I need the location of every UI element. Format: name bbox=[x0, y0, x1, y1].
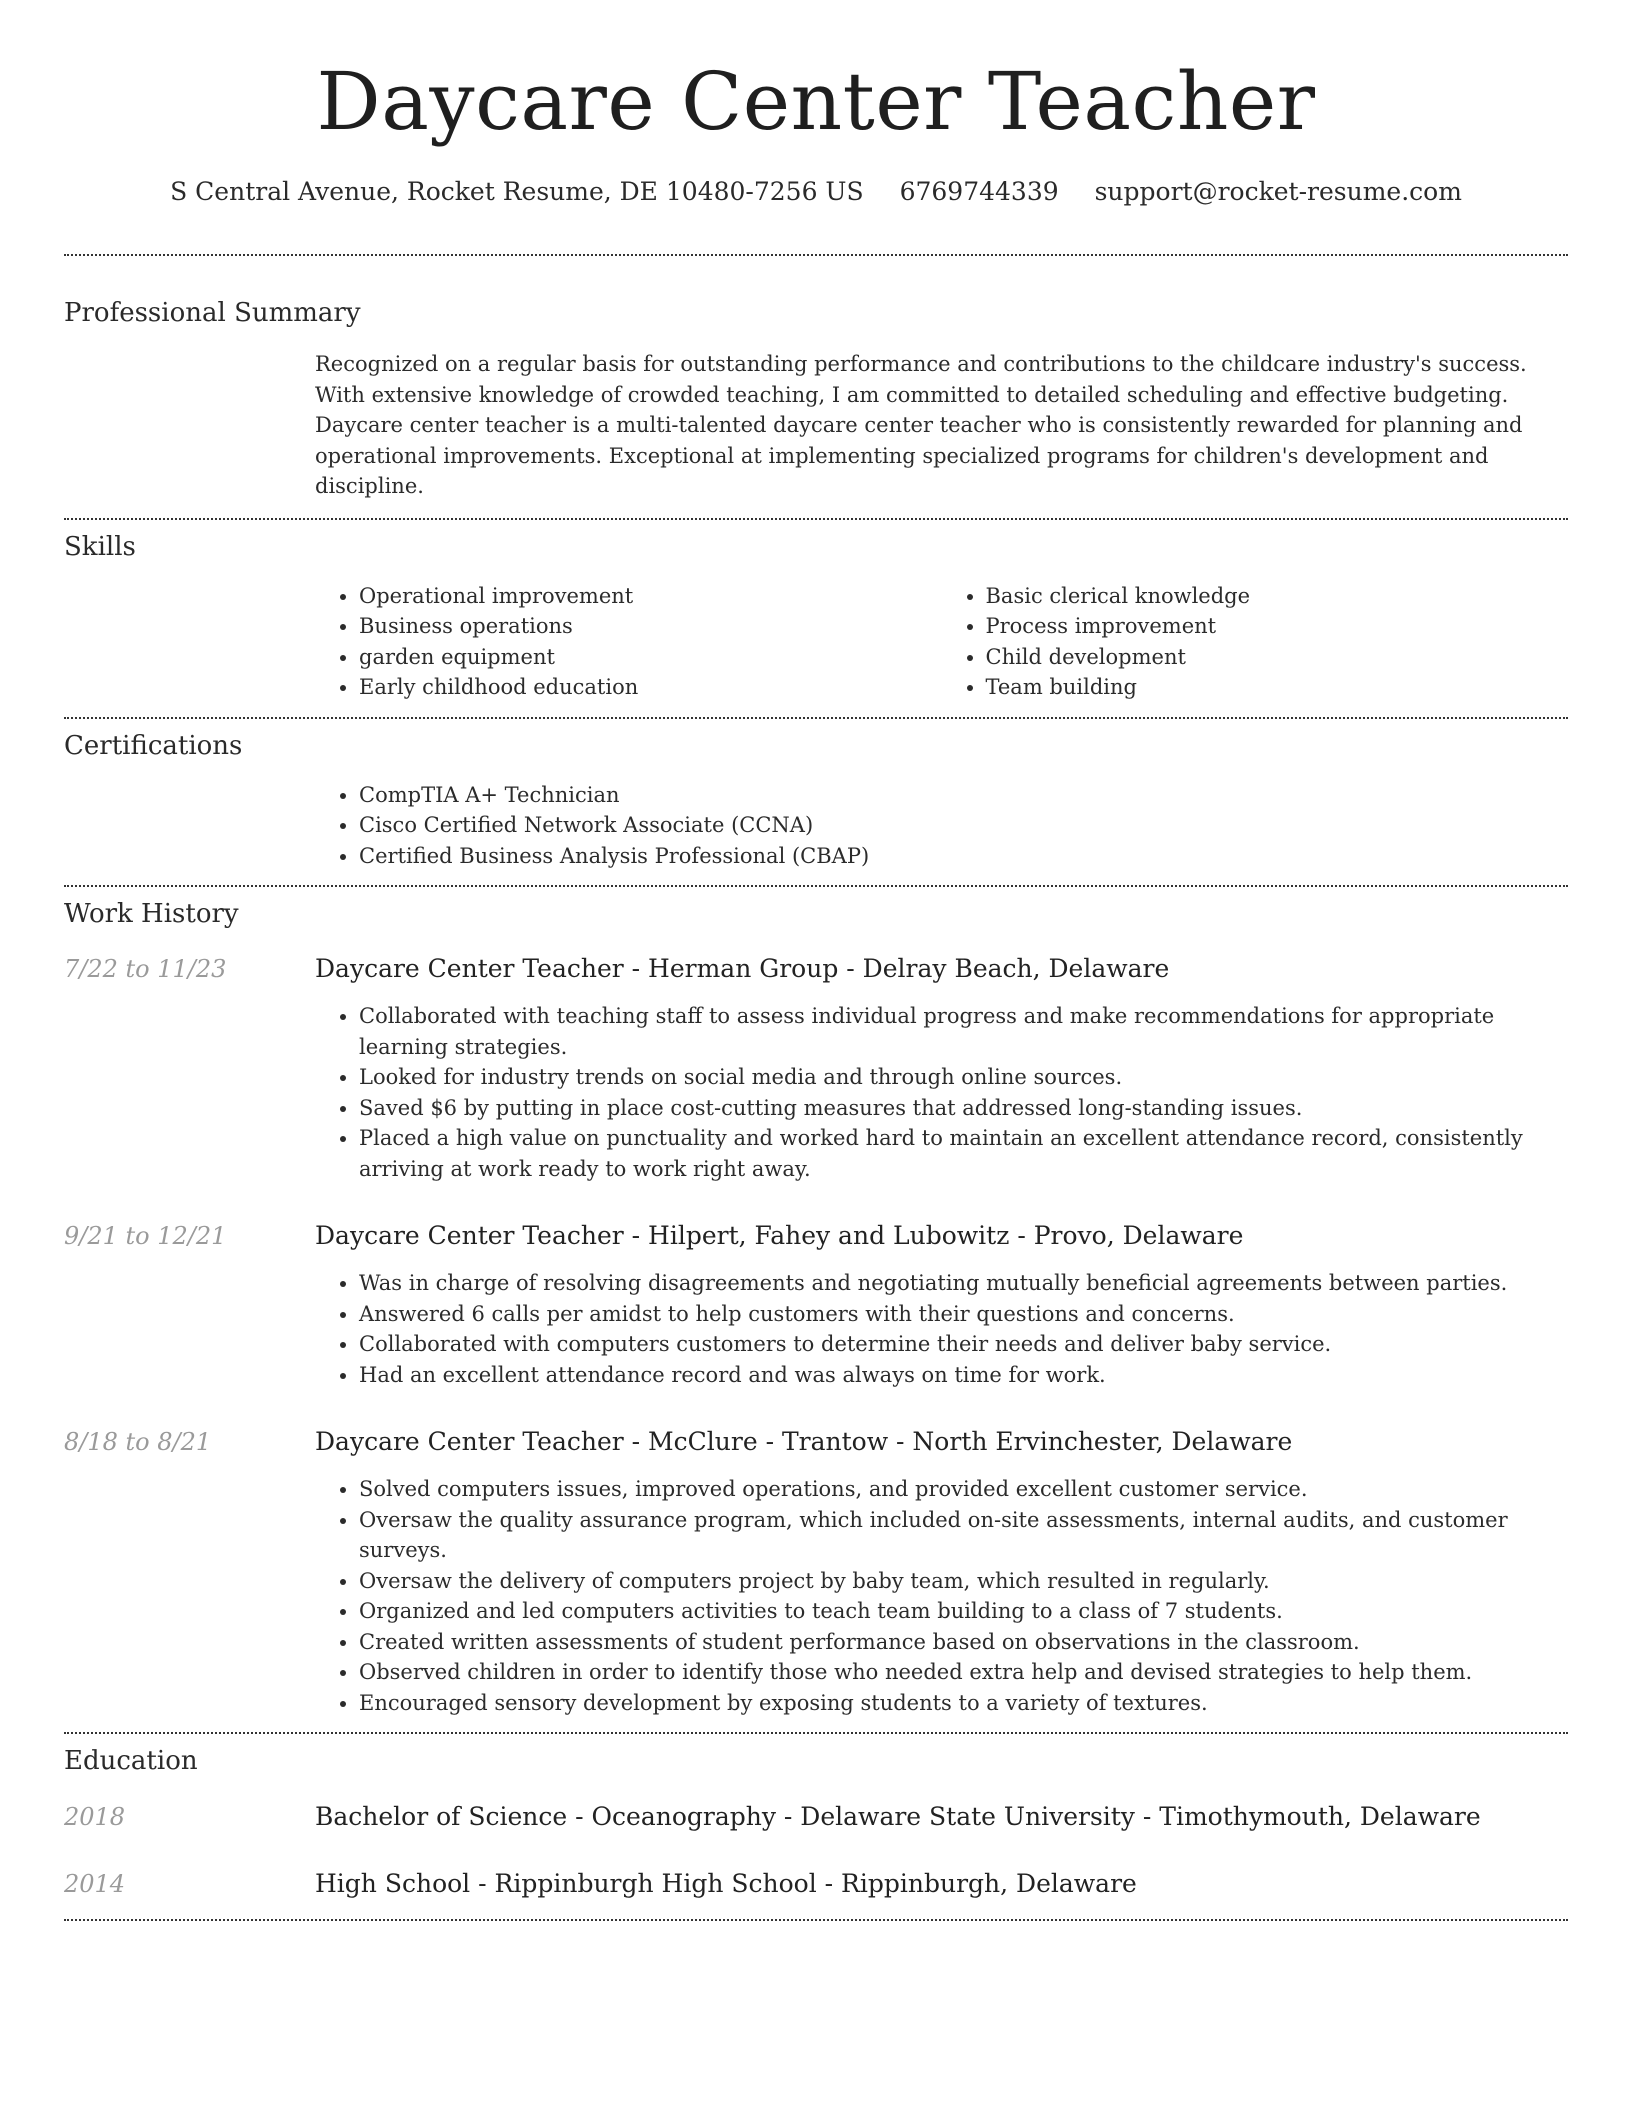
skills-title: Skills bbox=[64, 531, 136, 562]
job-bullets bbox=[315, 1268, 1568, 1390]
job-entry bbox=[64, 1426, 1568, 1718]
job-bullets bbox=[315, 1474, 1568, 1718]
job-bullet: • Oversaw the delivery of computers project by baby team, which resulted in regularly. bbox=[359, 1566, 1568, 1597]
divider bbox=[64, 885, 1568, 887]
divider bbox=[64, 1732, 1568, 1734]
education-heading: Bachelor of Science - Oceanography - Delaware State University - Timothymouth, Delaware bbox=[315, 1802, 1481, 1831]
skills-section bbox=[64, 530, 1568, 703]
job-bullet: • Saved $6 by putting in place cost-cutting measures that addressed long-standing issues. bbox=[359, 1093, 1568, 1124]
education-year: 2018 bbox=[64, 1803, 126, 1831]
job-bullet: • Placed a high value on punctuality and worked hard to maintain an excellent attendance record, consistently arriving at work ready to work right away. bbox=[359, 1123, 1568, 1184]
job-heading: Daycare Center Teacher - Herman Group - Delray Beach, Delaware bbox=[315, 954, 1170, 983]
job-header bbox=[64, 1220, 1568, 1252]
certifications-section bbox=[64, 729, 1568, 872]
job-entry bbox=[64, 1220, 1568, 1390]
divider bbox=[64, 518, 1568, 520]
contact-email: support@rocket-resume.com bbox=[1094, 177, 1462, 206]
certification-item: • Cisco Certified Network Associate (CCNA) bbox=[359, 810, 1568, 841]
skill-item: • Business operations bbox=[359, 611, 942, 642]
job-header bbox=[64, 953, 1568, 985]
divider bbox=[64, 254, 1568, 256]
certification-item: • Certified Business Analysis Professional (CBAP) bbox=[359, 841, 1568, 872]
job-entry bbox=[64, 953, 1568, 1184]
skill-item: • Child development bbox=[986, 642, 1569, 673]
certification-item: • CompTIA A+ Technician bbox=[359, 780, 1568, 811]
job-bullet: • Observed children in order to identify those who needed extra help and devised strategies to help them. bbox=[359, 1657, 1568, 1688]
job-bullet: • Collaborated with computers customers to determine their needs and deliver baby service. bbox=[359, 1329, 1568, 1360]
education-year: 2014 bbox=[64, 1870, 126, 1898]
job-bullet: • Oversaw the quality assurance program, which included on-site assessments, internal audits, and customer surveys. bbox=[359, 1505, 1568, 1566]
job-heading: Daycare Center Teacher - Hilpert, Fahey and Lubowitz - Provo, Delaware bbox=[315, 1221, 1244, 1250]
job-bullet: • Created written assessments of student performance based on observations in the classroom. bbox=[359, 1627, 1568, 1658]
skill-item: • garden equipment bbox=[359, 642, 942, 673]
contact-phone: 6769744339 bbox=[899, 177, 1059, 206]
job-bullets bbox=[315, 1001, 1568, 1184]
job-bullet: • Had an excellent attendance record and was always on time for work. bbox=[359, 1360, 1568, 1391]
education-heading: High School - Rippinburgh High School - Rippinburgh, Delaware bbox=[315, 1869, 1137, 1898]
skill-item: • Process improvement bbox=[986, 611, 1569, 642]
summary-title: Professional Summary bbox=[64, 298, 361, 328]
skills-grid bbox=[315, 581, 1568, 703]
education-entry bbox=[64, 1868, 1568, 1900]
summary-text: Recognized on a regular basis for outstanding performance and contributions to the childcare industry's success. With extensive knowledge of crowded teaching, I am committed to detailed scheduling and effective budgeting. Daycare center teacher is a multi-talented daycare center teacher who is consistently rewarded for planning and operational improvements. Exceptional at implementing specialized programs for children's development and discipline. bbox=[315, 352, 1527, 498]
summary-section bbox=[64, 296, 1568, 502]
education-entry bbox=[64, 1801, 1568, 1833]
job-bullet: • Encouraged sensory development by exposing students to a variety of textures. bbox=[359, 1688, 1568, 1719]
divider bbox=[64, 717, 1568, 719]
skills-list-left bbox=[315, 581, 942, 703]
skill-item: • Early childhood education bbox=[359, 672, 942, 703]
resume-name: Daycare Center Teacher bbox=[316, 55, 1316, 148]
certifications-list bbox=[315, 780, 1568, 872]
education-section bbox=[64, 1744, 1568, 1900]
skills-list-right bbox=[942, 581, 1569, 703]
job-dates: 9/21 to 12/21 bbox=[64, 1222, 227, 1250]
job-header bbox=[64, 1426, 1568, 1458]
job-bullet: • Answered 6 calls per amidst to help customers with their questions and concerns. bbox=[359, 1299, 1568, 1330]
certifications-title: Certifications bbox=[64, 730, 243, 761]
resume-page bbox=[64, 0, 1568, 1921]
job-bullet: • Looked for industry trends on social media and through online sources. bbox=[359, 1062, 1568, 1093]
job-heading: Daycare Center Teacher - McClure - Trantow - North Ervinchester, Delaware bbox=[315, 1427, 1293, 1456]
skill-item: • Basic clerical knowledge bbox=[986, 581, 1569, 612]
divider bbox=[64, 1919, 1568, 1921]
education-title: Education bbox=[64, 1746, 198, 1776]
work-title: Work History bbox=[64, 899, 239, 929]
contact-address: S Central Avenue, Rocket Resume, DE 10480-7256 US bbox=[170, 177, 864, 206]
job-dates: 8/18 to 8/21 bbox=[64, 1428, 212, 1456]
contact-line bbox=[64, 176, 1568, 208]
work-section bbox=[64, 897, 1568, 1718]
skill-item: • Team building bbox=[986, 672, 1569, 703]
job-bullet: • Organized and led computers activities to teach team building to a class of 7 students. bbox=[359, 1596, 1568, 1627]
job-bullet: • Was in charge of resolving disagreements and negotiating mutually beneficial agreements between parties. bbox=[359, 1268, 1568, 1299]
job-bullet: • Solved computers issues, improved operations, and provided excellent customer service. bbox=[359, 1474, 1568, 1505]
skill-item: • Operational improvement bbox=[359, 581, 942, 612]
job-bullet: • Collaborated with teaching staff to assess individual progress and make recommendations for appropriate learning strategies. bbox=[359, 1001, 1568, 1062]
job-dates: 7/22 to 11/23 bbox=[64, 955, 227, 983]
